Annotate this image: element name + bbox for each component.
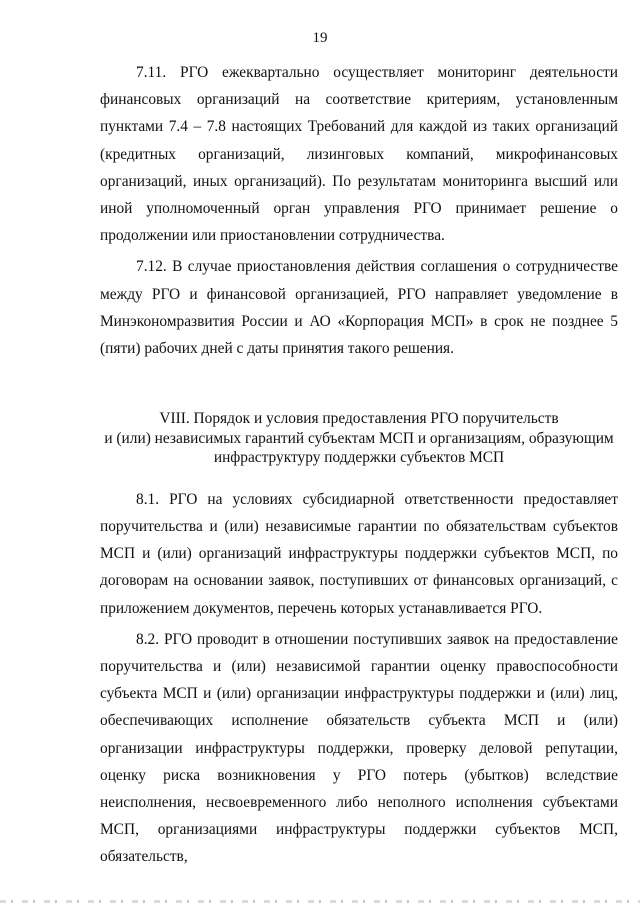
paragraph-8-2: 8.2. РГО проводит в отношении поступивших заявок на предоставление поручительства и (или) независимой гарантии оценку правоспособности субъекта МСП и (или) организации инфраструктуры поддержки и (или) лиц, обеспечивающих исполнение обязательств субъекта МСП и (или) организации инфраструктуры поддержки, проверку деловой репутации, оценку риска возникновения у РГО потерь (убытков) вследствие неисполнения, несвоевременного либо неполного исполнения субъектами МСП, организациями инфраструктуры поддержки субъектов МСП, обязательств, — [100, 630, 618, 866]
section-heading-line-2: и (или) независимых гарантий субъектам МСП и организациям, образующим — [104, 429, 614, 447]
page-number: 19 — [312, 30, 328, 46]
document-body — [100, 59, 618, 871]
section-heading — [100, 409, 618, 468]
paragraph-7-11: 7.11. РГО ежеквартально осуществляет мониторинг деятельности финансовых организаций на соответствие критериям, установленным пунктами 7.4 – 7.8 настоящих Требований для каждой из таких организаций (кредитных организаций, лизинговых компаний, микрофинансовых организаций, иных организаций). По результатам мониторинга высший или иной уполномоченный орган управления РГО принимает решение о продолжении или приостановлении сотрудничества. — [100, 64, 618, 245]
paragraph-8-1: 8.1. РГО на условиях субсидиарной ответственности предоставляет поручительства и (или) независимые гарантии по обязательствам субъектов МСП и (или) организаций инфраструктуры поддержки субъектов МСП, по договорам на основании заявок, поступивших от финансовых организаций, с приложением документов, перечень которых устанавливается РГО. — [100, 490, 618, 617]
paragraph-7-12: 7.12. В случае приостановления действия соглашения о сотрудничестве между РГО и финансовой организацией, РГО направляет уведомление в Минэкономразвития России и АО «Корпорация МСП» в срок не позднее 5 (пяти) рабочих дней с даты принятия такого решения. — [100, 258, 618, 358]
scan-edge-artifact — [0, 900, 640, 903]
section-heading-line-1: VIII. Порядок и условия предоставления РГО поручительств — [159, 410, 559, 428]
section-heading-line-3: инфраструктуру поддержки субъектов МСП — [213, 449, 505, 467]
